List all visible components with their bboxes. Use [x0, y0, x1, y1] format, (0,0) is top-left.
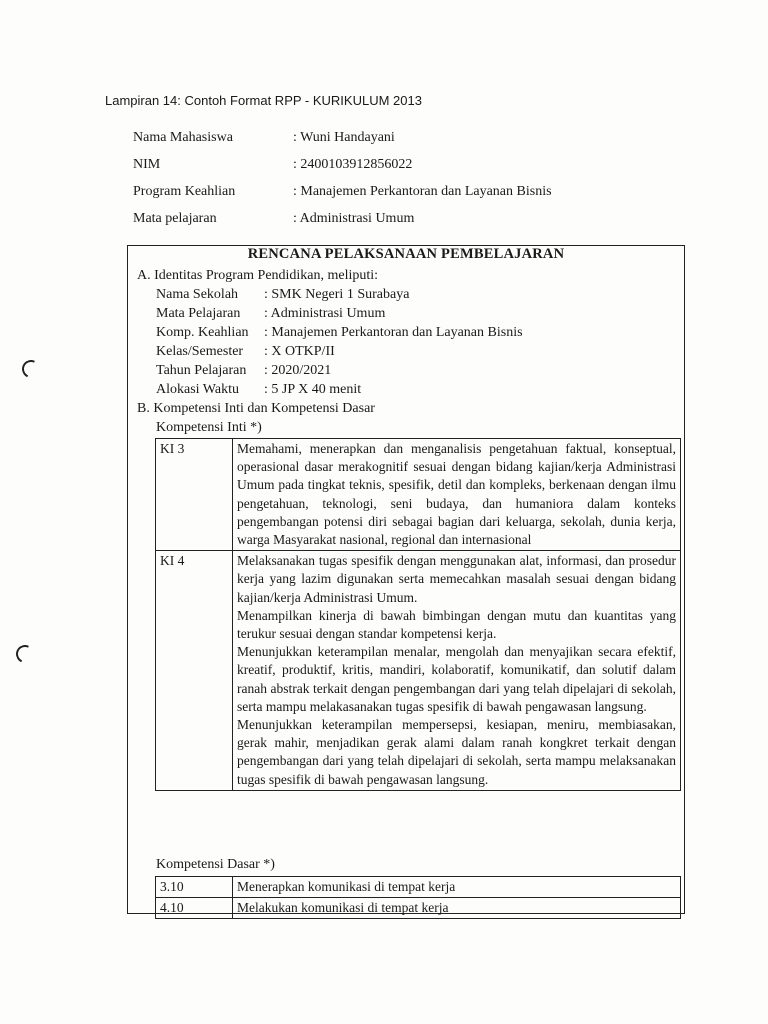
kd-row	[156, 898, 681, 919]
identity-row	[156, 382, 361, 398]
student-name-label: Nama Mahasiswa	[133, 130, 233, 145]
identity-label: Kelas/Semester	[156, 344, 244, 359]
ki-code: KI 4	[156, 551, 233, 791]
student-subject-label: Mata pelajaran	[133, 211, 217, 226]
rpp-frame	[127, 245, 685, 914]
ki-row	[156, 439, 681, 551]
section-a-heading: A. Identitas Program Pendidikan, meliputi:	[137, 268, 379, 283]
student-nim-label: NIM	[133, 157, 161, 172]
kd-row	[156, 877, 681, 898]
ki-description	[233, 551, 681, 791]
kd-text: Menerapkan komunikasi di tempat kerja	[233, 877, 681, 898]
identity-value: : SMK Negeri 1 Surabaya	[264, 287, 410, 302]
kd-table	[155, 876, 681, 919]
ki-description	[233, 439, 681, 551]
ki-code: KI 3	[156, 439, 233, 551]
student-name-row	[133, 130, 395, 146]
identity-label: Komp. Keahlian	[156, 325, 249, 340]
kd-heading: Kompetensi Dasar *)	[156, 857, 275, 872]
binder-hole-mark	[19, 357, 42, 380]
rpp-title: RENCANA PELAKSANAAN PEMBELAJARAN	[247, 246, 565, 262]
identity-value: : X OTKP/II	[264, 344, 335, 359]
identity-row	[156, 344, 335, 360]
student-name-value: : Wuni Handayani	[293, 130, 395, 145]
identity-value: : 2020/2021	[264, 363, 332, 378]
identity-value: : Manajemen Perkantoran dan Layanan Bisnis	[264, 325, 523, 340]
identity-row	[156, 287, 409, 303]
student-subject-row	[133, 211, 414, 227]
ki-paragraph: Menampilkan kinerja di bawah bimbingan dengan mutu dan kuantitas yang terukur sesuai dengan standar kompetensi kerja.	[237, 607, 676, 642]
identity-label: Tahun Pelajaran	[156, 363, 247, 378]
page-caption: Lampiran 14: Contoh Format RPP - KURIKULUM 2013	[105, 93, 422, 108]
student-nim-row	[133, 157, 412, 173]
identity-value: : 5 JP X 40 menit	[264, 382, 362, 397]
student-nim-value: : 2400103912856022	[293, 157, 413, 172]
student-program-row	[133, 184, 552, 200]
kd-text: Melakukan komunikasi di tempat kerja	[233, 898, 681, 919]
identity-row	[156, 306, 385, 322]
binder-hole-mark	[13, 642, 36, 665]
identity-row	[156, 363, 331, 379]
kd-code: 3.10	[156, 877, 233, 898]
ki-paragraph: Melaksanakan tugas spesifik dengan menggunakan alat, informasi, dan prosedur kerja yang lazim digunakan serta memecahkan masalah sesuai dengan bidang kajian/kerja Administrasi Umum.	[237, 553, 676, 605]
ki-heading: Kompetensi Inti *)	[156, 420, 262, 435]
ki-paragraph: Menunjukkan keterampilan menalar, mengolah dan menyajikan secara efektif, kreatif, produktif, kritis, mandiri, kolaboratif, komunikatif, dan solutif dalam ranah abstrak terkait dengan pengembangan dari yang telah dipelajari di sekolah, serta mampu melakasanakan tugas spesifik di bawah pengawasan langsung.	[237, 644, 676, 714]
identity-value: : Administrasi Umum	[264, 306, 386, 321]
identity-row	[156, 325, 523, 341]
section-b-heading: B. Kompetensi Inti dan Kompetensi Dasar	[137, 401, 375, 416]
ki-paragraph: Menunjukkan keterampilan mempersepsi, kesiapan, meniru, membiasakan, gerak mahir, menjadikan gerak alami dalam ranah kongkret terkait dengan pengembangan dari yang telah dipelajari di sekolah, serta mampu melaksanakan tugas spesifik di bawah pengawasan langsung.	[237, 717, 676, 787]
identity-label: Mata Pelajaran	[156, 306, 241, 321]
student-program-label: Program Keahlian	[133, 184, 236, 199]
student-subject-value: : Administrasi Umum	[293, 211, 415, 226]
identity-label: Nama Sekolah	[156, 287, 239, 302]
kd-code: 4.10	[156, 898, 233, 919]
ki-table	[155, 438, 681, 791]
ki-paragraph: Memahami, menerapkan dan menganalisis pengetahuan faktual, konseptual, operasional dasar merakognitif sesuai dengan bidang kajian/kerja Administrasi Umum pada tingkat teknis, spesifik, detil dan kompleks, berkenaan dengan ilmu pengetahuan, teknologi, seni budaya, dan humaniora dalam konteks pengembangan potensi diri sebagai bagian dari keluarga, sekolah, dunia kerja, warga Masyarakat nasional, regional dan internasional	[237, 441, 676, 548]
student-program-value: : Manajemen Perkantoran dan Layanan Bisnis	[293, 184, 552, 199]
ki-row	[156, 551, 681, 791]
identity-label: Alokasi Waktu	[156, 382, 239, 397]
